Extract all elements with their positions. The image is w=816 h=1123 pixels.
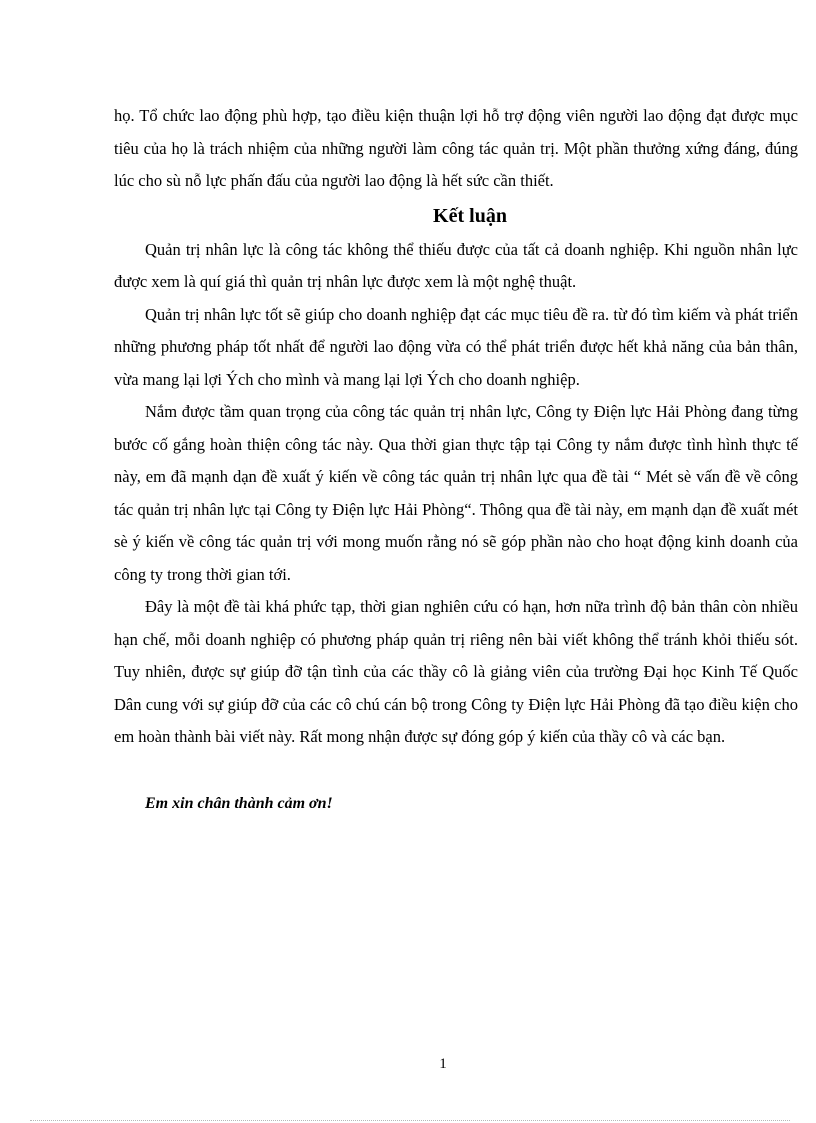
intro-paragraph: họ. Tổ chức lao động phù hợp, tạo điều kiện thuận lợi hỗ trợ động viên người lao động đạt được mục tiêu của họ là trách nhiệm của những người làm công tác quản trị. Một phần thưởng xứng đáng, đúng lúc cho sù nỗ lực phấn đấu của người lao động là hết sức cần thiết. [114,106,798,190]
body-paragraph: Quản trị nhân lực tốt sẽ giúp cho doanh nghiệp đạt các mục tiêu đề ra. từ đó tìm kiếm và phát triển những phương pháp tốt nhất để người lao động vừa có thể phát triển được hết khả năng của bản thân, vừa mang lại lợi Ých cho mình và mang lại lợi Ých cho doanh nghiệp. [114,304,798,389]
page-number: 1 [439,1056,447,1072]
body-paragraph: Quản trị nhân lực là công tác không thể thiếu được của tất cả doanh nghiệp. Khi nguồn nhân lực được xem là quí giá thì quản trị nhân lực được xem là một nghệ thuật. [114,239,798,291]
body-paragraph: Đây là một đề tài khá phức tạp, thời gian nghiên cứu có hạn, hơn nữa trình độ bản thân còn nhiều hạn chế, mỗi doanh nghiệp có phương pháp quản trị riêng nên bài viết không thể tránh khỏi thiếu sót. Tuy nhiên, được sự giúp đỡ tận tình của các thầy cô là giảng viên của trường Đại học Kinh Tế Quốc Dân cung với sự giúp đỡ của các cô chú cán bộ trong Công ty Điện lực Hải Phòng đã tạo điều kiện cho em hoàn thành bài viết này. Rất mong nhận được sự đóng góp ý kiến của thầy cô và các bạn. [114,597,798,746]
body-paragraph: Nắm được tầm quan trọng của công tác quản trị nhân lực, Công ty Điện lực Hải Phòng đang từng bước cố gắng hoàn thiện công tác này. Qua thời gian thực tập tại Công ty nắm được tình hình thực tế này, em đã mạnh dạn đề xuất ý kiến về công tác quản trị nhân lực qua đề tài “ Mét sè vấn đề về công tác quản trị nhân lực tại Công ty Điện lực Hải Phòng“. Thông qua đề tài này, em mạnh dạn đề xuất mét sè ý kiến về công tác quản trị với mong muốn rằng nó sẽ góp phần nào cho hoạt động kinh doanh của công ty trong thời gian tới. [114,402,798,584]
closing-thanks: Em xin chân thành cảm ơn! [145,794,333,812]
section-title: Kết luận [433,204,507,227]
document-body [114,100,798,820]
footer-divider [30,1120,790,1121]
